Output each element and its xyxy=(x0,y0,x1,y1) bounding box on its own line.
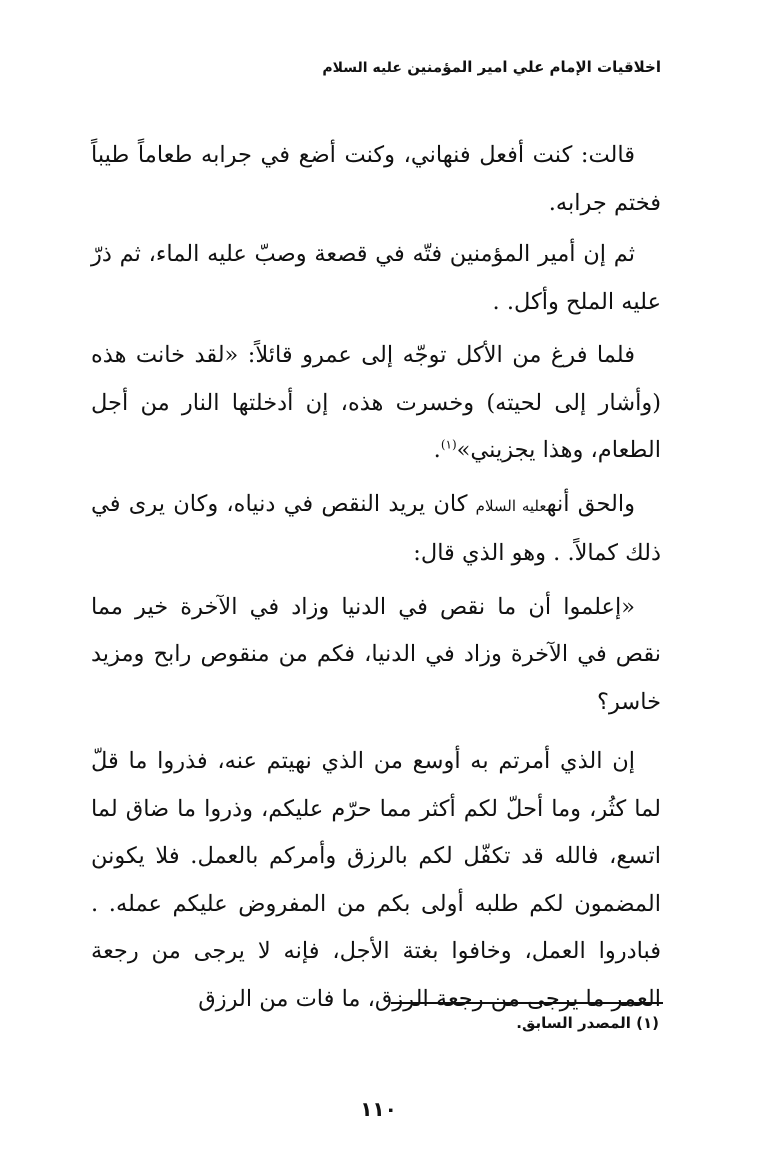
paragraph-5: «إعلموا أن ما نقص في الدنيا وزاد في الآخرة خير مما نقص في الآخرة وزاد في الدنيا، فكم من منقوص رابح ومزيد خاسر؟ xyxy=(91,593,661,715)
main-text xyxy=(91,132,661,1029)
footnote: (١) المصدر السابق. xyxy=(516,1014,659,1032)
header-title: اخلاقيات الإمام علي امير المؤمنين xyxy=(407,58,661,76)
honorific-seal: عليه السلام xyxy=(322,60,402,76)
paragraph-3 xyxy=(91,332,661,475)
paragraph-4-start: والحق أنه xyxy=(546,490,635,517)
paragraph-3-text: فلما فرغ من الأكل توجّه إلى عمرو قائلاً: «لقد خانت هذه (وأشار إلى لحيته) وخسرت هذه، إن أدخلتها النار من أجل الطعام، وهذا يجزيني» xyxy=(91,342,661,463)
running-header xyxy=(322,58,661,76)
honorific-inline: عليه السلام xyxy=(475,496,547,515)
footnote-reference: (١) xyxy=(440,437,457,452)
paragraph-2: ثم إن أمير المؤمنين فتّه في قصعة وصبّ عليه الماء، ثم ذرّ عليه الملح وأكل. . xyxy=(91,241,661,315)
paragraph-4-end: كان يريد النقص في دنياه، وكان يرى في ذلك كمالاً. . وهو الذي قال: xyxy=(91,490,661,566)
paragraph-6: إن الذي أمرتم به أوسع من الذي نهيتم عنه، فذروا ما قلّ لما كثُر، وما أحلّ لكم أكثر مما حرّم عليكم، وذروا ما ضاق لما اتسع، فالله قد تكفّل لكم بالرزق وأمركم بالعمل. فلا يكونن المضمون لكم طلبه أولى بكم من المفروض عليكم عمله. . فبادروا العمل، وخافوا بغتة الأجل، فإنه لا يرجى من رجعة العمر ما يرجى من رجعة الرزق، ما فات من الرزق xyxy=(91,748,661,1012)
footnote-divider xyxy=(391,1002,663,1004)
paragraph-1: قالت: كنت أفعل فنهاني، وكنت أضع في جرابه طعاماً طيباً فختم جرابه. xyxy=(91,142,661,216)
paragraph-3-end: . xyxy=(433,437,441,463)
page-number: ١١٠ xyxy=(360,1097,397,1121)
paragraph-4 xyxy=(91,481,661,578)
